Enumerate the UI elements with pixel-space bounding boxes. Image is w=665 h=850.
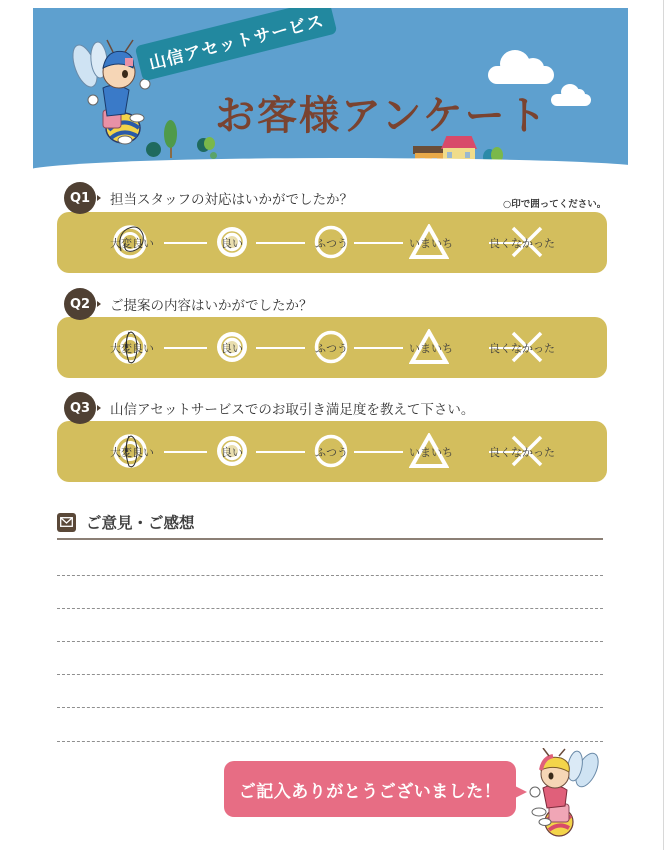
rating-option-label: いまいち <box>409 342 453 355</box>
comments-title: ご意見・ご感想 <box>86 514 195 532</box>
hand-drawn-circle-mark <box>115 221 147 265</box>
rating-panel-1 <box>57 212 607 273</box>
rating-option-label: ふつう <box>315 237 348 250</box>
rating-option-label: ふつう <box>315 446 348 459</box>
rating-option-label: いまいち <box>409 237 453 250</box>
rating-option-label: いまいち <box>409 446 453 459</box>
rating-option-label: 良い <box>221 342 243 355</box>
badge-pointer <box>97 405 101 411</box>
question-header-1 <box>64 182 353 214</box>
question-number-badge: Q2 <box>64 288 96 320</box>
rating-option-label: 良くなかった <box>489 237 555 250</box>
header-banner <box>33 8 628 178</box>
thanks-bubble: ご記入ありがとうございました！ <box>224 761 516 817</box>
rating-panel-3 <box>57 421 607 482</box>
comments-header <box>57 511 195 533</box>
comment-writing-line[interactable] <box>57 608 603 609</box>
mail-icon <box>57 513 76 532</box>
comment-writing-line[interactable] <box>57 707 603 708</box>
question-number-badge: Q1 <box>64 182 96 214</box>
rating-option-label: 大変良い <box>110 237 154 250</box>
cloud-icon <box>488 66 554 84</box>
rating-option-label: 良い <box>221 237 243 250</box>
comment-writing-line[interactable] <box>57 741 603 742</box>
question-text: 担当スタッフの対応はいかがでしたか？ <box>110 192 353 208</box>
comments-divider <box>57 538 603 540</box>
rating-option-label: ふつう <box>315 342 348 355</box>
comment-writing-line[interactable] <box>57 641 603 642</box>
question-text: ご提案の内容はいかがでしたか？ <box>110 298 313 314</box>
question-header-2 <box>64 288 313 320</box>
company-name-badge: 山信アセットサービス <box>135 8 338 81</box>
tree-icon <box>164 120 177 148</box>
hand-drawn-circle-mark <box>115 430 147 474</box>
hand-drawn-circle-mark <box>115 326 147 370</box>
tree-icon <box>210 152 217 159</box>
page-edge <box>663 0 664 850</box>
badge-pointer <box>97 301 101 307</box>
rating-option-label: 良くなかった <box>489 446 555 459</box>
badge-pointer <box>97 195 101 201</box>
question-text: 山信アセットサービスでのお取引き満足度を教えて下さい。 <box>110 402 475 418</box>
comment-writing-line[interactable] <box>57 674 603 675</box>
tree-icon <box>204 137 215 150</box>
rating-panel-2 <box>57 317 607 378</box>
comment-writing-line[interactable] <box>57 575 603 576</box>
rating-option-label: 良くなかった <box>489 342 555 355</box>
page-title: お客様アンケート <box>215 93 549 139</box>
question-header-3 <box>64 392 474 424</box>
ground <box>33 158 628 178</box>
instruction-text: ○印で囲ってください。 <box>503 199 607 210</box>
cloud-icon <box>551 94 591 106</box>
bee-mascot-pink-icon <box>525 748 605 840</box>
rating-option-label: 良い <box>221 446 243 459</box>
rating-option-label: 大変良い <box>110 446 154 459</box>
rating-option-label: 大変良い <box>110 342 154 355</box>
question-number-badge: Q3 <box>64 392 96 424</box>
